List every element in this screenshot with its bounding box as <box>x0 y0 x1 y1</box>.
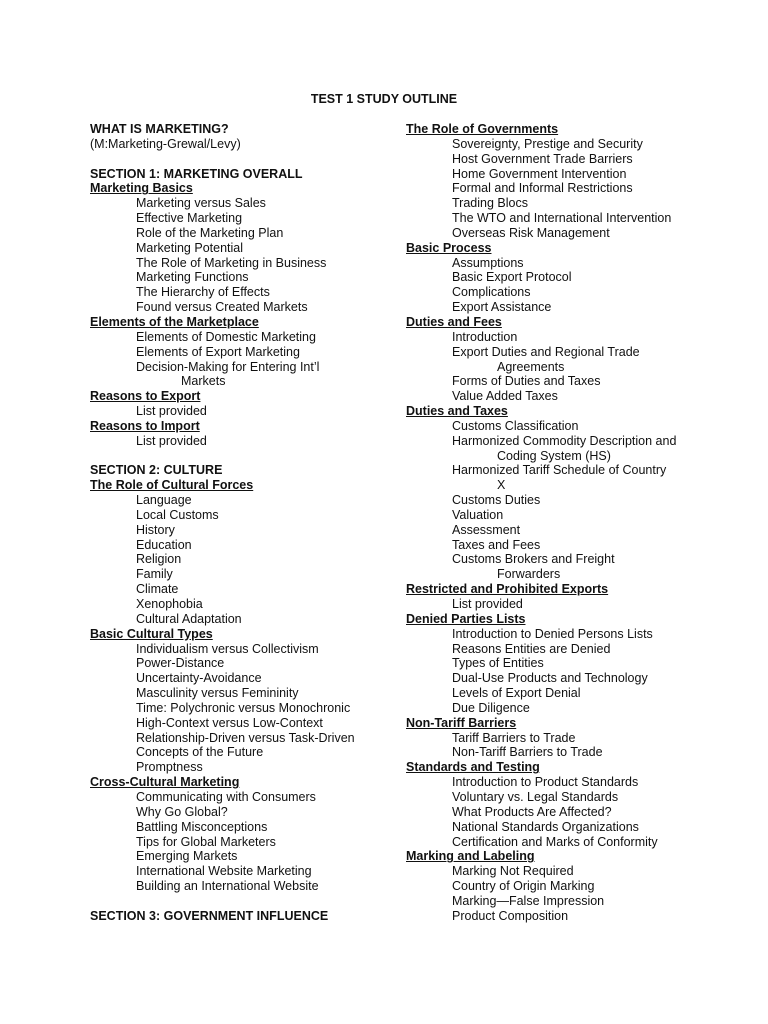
blank-line <box>90 449 390 464</box>
outline-item: The WTO and International Intervention <box>452 211 672 226</box>
outline-item: National Standards Organizations <box>452 819 639 834</box>
outline-item: Elements of Domestic Marketing <box>136 329 316 344</box>
outline-item: Tips for Global Marketers <box>136 834 276 849</box>
outline-item: Marketing versus Sales <box>136 196 266 211</box>
topic-heading: Elements of the Marketplace <box>90 314 259 329</box>
outline-item: Relationship-Driven versus Task-Driven <box>136 730 355 745</box>
outline-item: Marking Not Required <box>452 864 574 879</box>
outline-item: Role of the Marketing Plan <box>136 225 284 240</box>
outline-item: Uncertainty-Avoidance <box>136 671 262 686</box>
outline-item: Effective Marketing <box>136 211 243 226</box>
outline-item: Emerging Markets <box>136 849 238 864</box>
outline-item: Building an International Website <box>136 879 319 894</box>
outline-item: Marking—False Impression <box>452 893 605 908</box>
outline-item: Assumptions <box>452 255 524 270</box>
outline-item: Masculinity versus Femininity <box>136 686 299 701</box>
outline-item: Sovereignty, Prestige and Security <box>452 136 643 151</box>
outline-item: Value Added Taxes <box>452 389 558 404</box>
outline-item: Promptness <box>136 760 203 775</box>
outline-item: Introduction to Product Standards <box>452 775 639 790</box>
blank-line <box>90 894 390 909</box>
topic-heading: Restricted and Prohibited Exports <box>406 582 609 597</box>
outline-item: Family <box>136 567 173 582</box>
outline-item: Battling Misconceptions <box>136 819 268 834</box>
outline-item: Basic Export Protocol <box>452 270 572 285</box>
topic-heading: Basic Process <box>406 240 492 255</box>
outline-item: Concepts of the Future <box>136 745 264 760</box>
topic-heading: Duties and Fees <box>406 314 502 329</box>
topic-heading: Cross-Cultural Marketing <box>90 775 240 790</box>
outline-item-continuation: Coding System (HS) <box>497 448 611 463</box>
topic-heading: The Role of Governments <box>406 122 559 136</box>
outline-item: Individualism versus Collectivism <box>136 641 319 656</box>
outline-item-continuation: Markets <box>181 374 226 389</box>
topic-heading: Basic Cultural Types <box>90 626 213 641</box>
section-title: SECTION 1: MARKETING OVERALL <box>90 166 303 181</box>
outline-item: Dual-Use Products and Technology <box>452 671 648 686</box>
topic-heading: Reasons to Export <box>90 389 201 404</box>
outline-item: Levels of Export Denial <box>452 686 581 701</box>
outline-item: Tariff Barriers to Trade <box>452 730 576 745</box>
blank-line <box>90 152 390 167</box>
outline-item: Formal and Informal Restrictions <box>452 181 633 196</box>
topic-heading: Standards and Testing <box>406 760 540 775</box>
outline-item: Elements of Export Marketing <box>136 344 300 359</box>
outline-item-continuation: Forwarders <box>497 567 561 582</box>
outline-item: Forms of Duties and Taxes <box>452 374 601 389</box>
outline-item: What Products Are Affected? <box>452 804 612 819</box>
outline-note: (M:Marketing-Grewal/Levy) <box>90 136 241 151</box>
outline-item: Complications <box>452 285 531 300</box>
section-title: SECTION 3: GOVERNMENT INFLUENCE <box>90 908 329 923</box>
page-title: TEST 1 STUDY OUTLINE <box>310 92 458 106</box>
outline-item: List provided <box>452 597 523 611</box>
outline-item-continuation: Agreements <box>497 359 565 374</box>
outline-item: Export Assistance <box>452 300 552 315</box>
topic-heading: Duties and Taxes <box>406 404 508 419</box>
outline-item: High-Context versus Low-Context <box>136 715 323 730</box>
outline-item: Harmonized Tariff Schedule of Country <box>452 463 667 478</box>
outline-right-column <box>406 122 706 924</box>
topic-heading: Marking and Labeling <box>406 849 535 864</box>
outline-item: Country of Origin Marking <box>452 879 595 894</box>
outline-item: Power-Distance <box>136 656 225 671</box>
topic-heading: Marketing Basics <box>90 181 193 196</box>
outline-item: Assessment <box>452 522 521 537</box>
outline-item: Introduction <box>452 329 518 344</box>
outline-item: Local Customs <box>136 507 219 522</box>
outline-item: Overseas Risk Management <box>452 225 610 240</box>
outline-item: Taxes and Fees <box>452 537 541 552</box>
outline-item: Export Duties and Regional Trade <box>452 344 640 359</box>
outline-item: Home Government Intervention <box>452 166 627 181</box>
outline-item: List provided <box>136 433 207 448</box>
outline-item: Religion <box>136 552 182 567</box>
topic-heading: Denied Parties Lists <box>406 611 526 626</box>
outline-item: Communicating with Consumers <box>136 789 316 804</box>
topic-heading: Reasons to Import <box>90 418 200 433</box>
outline-item: The Role of Marketing in Business <box>136 255 327 270</box>
outline-item: Climate <box>136 582 179 597</box>
outline-item: Types of Entities <box>452 656 544 671</box>
outline-item: Why Go Global? <box>136 804 228 819</box>
section-title: SECTION 2: CULTURE <box>90 463 223 478</box>
outline-item: Non-Tariff Barriers to Trade <box>452 745 603 760</box>
outline-item: Marketing Potential <box>136 240 244 255</box>
outline-item: List provided <box>136 404 207 419</box>
topic-heading: Non-Tariff Barriers <box>406 715 517 730</box>
topic-heading: The Role of Cultural Forces <box>90 478 254 493</box>
outline-item: Customs Brokers and Freight <box>452 552 615 567</box>
outline-item: Found versus Created Markets <box>136 300 308 315</box>
outline-item: Product Composition <box>452 908 569 923</box>
outline-item: Introduction to Denied Persons Lists <box>452 626 653 641</box>
outline-item: International Website Marketing <box>136 864 312 879</box>
outline-item: Customs Duties <box>452 493 541 508</box>
outline-item: Valuation <box>452 507 504 522</box>
outline-item: Time: Polychronic versus Monochronic <box>136 700 351 715</box>
outline-item-continuation: X <box>497 478 506 493</box>
outline-item: Decision-Making for Entering Int’l <box>136 359 320 374</box>
outline-item: Voluntary vs. Legal Standards <box>452 789 619 804</box>
outline-item: Customs Classification <box>452 418 579 433</box>
outline-item: Harmonized Commodity Description and <box>452 433 677 448</box>
outline-item: Reasons Entities are Denied <box>452 641 611 656</box>
section-title: WHAT IS MARKETING? <box>90 122 229 136</box>
outline-item: Due Diligence <box>452 700 530 715</box>
outline-item: Language <box>136 493 192 508</box>
outline-item: Host Government Trade Barriers <box>452 151 633 166</box>
outline-left-column <box>90 122 390 924</box>
outline-item: Trading Blocs <box>452 196 528 211</box>
outline-item: Cultural Adaptation <box>136 611 242 626</box>
outline-item: Certification and Marks of Conformity <box>452 834 658 849</box>
outline-item: Education <box>136 537 192 552</box>
outline-item: Marketing Functions <box>136 270 249 285</box>
outline-item: History <box>136 522 175 537</box>
outline-item: The Hierarchy of Effects <box>136 285 270 300</box>
outline-item: Xenophobia <box>136 597 203 611</box>
